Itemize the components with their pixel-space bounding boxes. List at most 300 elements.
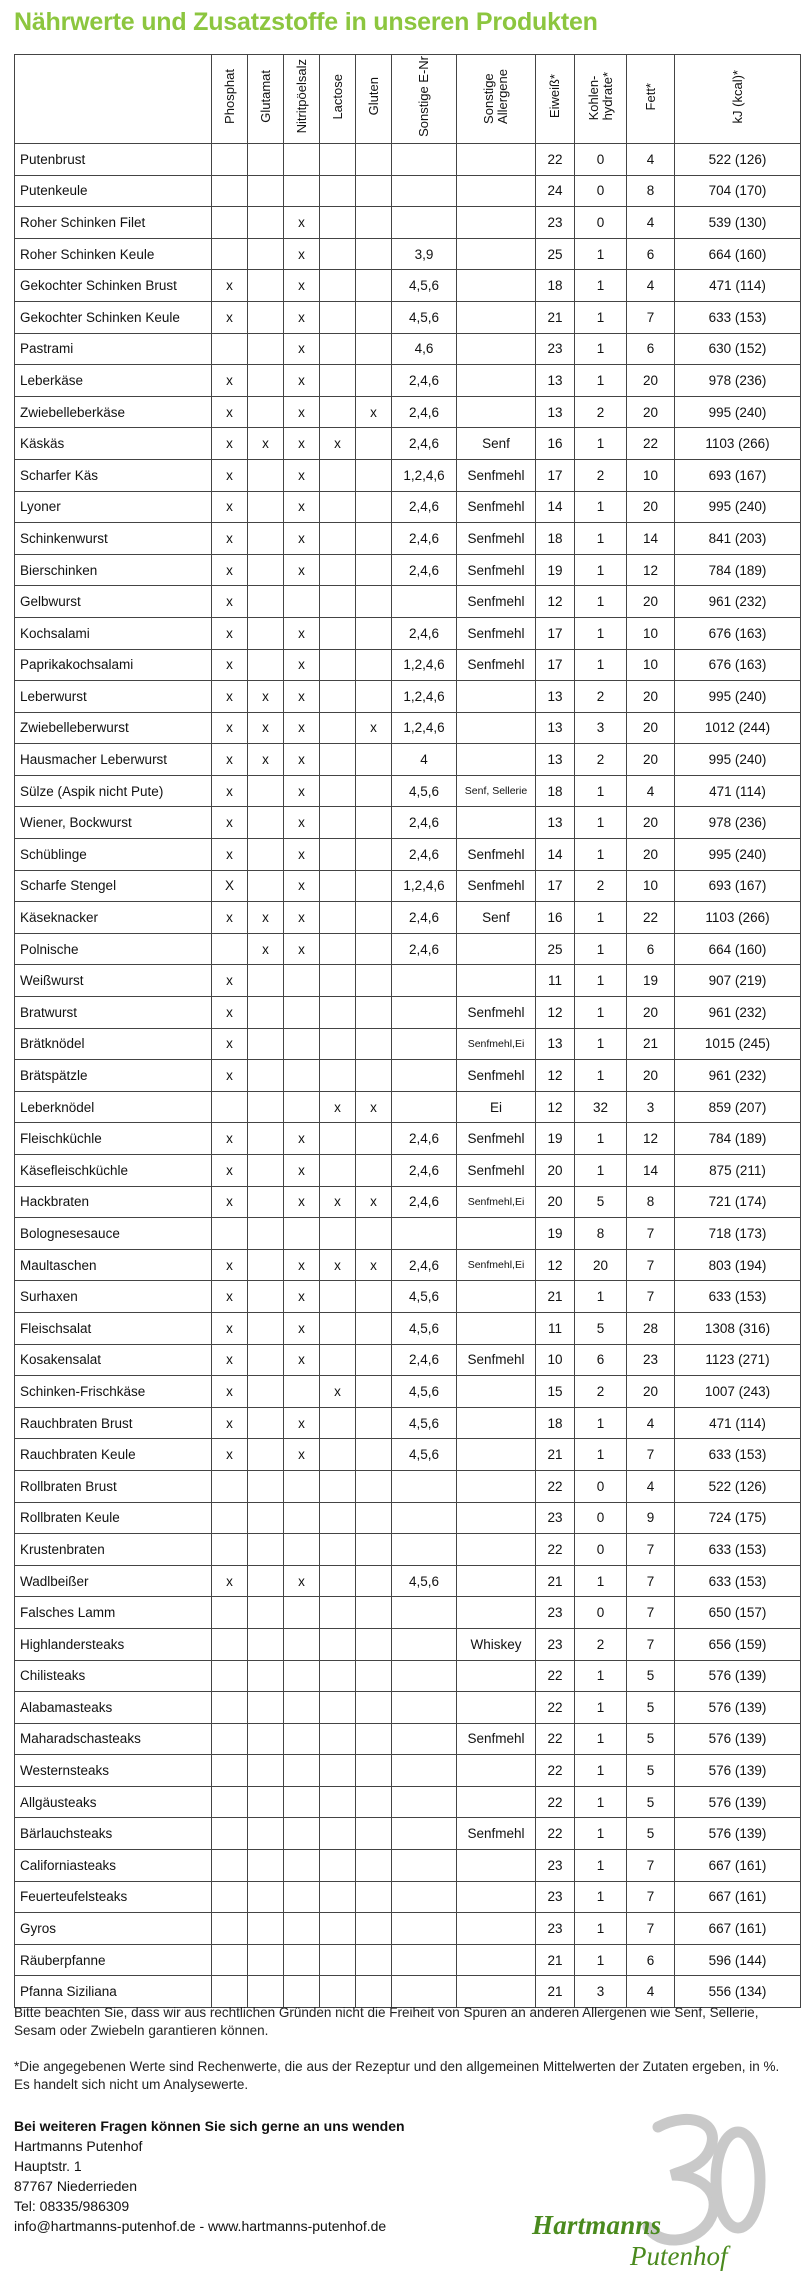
table-cell bbox=[284, 1628, 320, 1660]
table-cell: 4,5,6 bbox=[392, 1439, 457, 1471]
table-cell: x bbox=[212, 744, 248, 776]
table-row bbox=[15, 1850, 801, 1882]
table-cell bbox=[284, 1755, 320, 1787]
table-cell bbox=[356, 1692, 392, 1724]
table-row bbox=[15, 1155, 801, 1187]
table-row bbox=[15, 1755, 801, 1787]
table-cell bbox=[392, 1913, 457, 1945]
table-cell: 5 bbox=[627, 1723, 675, 1755]
table-cell bbox=[284, 1597, 320, 1629]
table-row bbox=[15, 1344, 801, 1376]
table-cell: Senfmehl bbox=[457, 839, 536, 871]
column-header-label: Lactose bbox=[329, 73, 345, 120]
product-name: Schinkenwurst bbox=[15, 523, 212, 555]
table-cell: 1 bbox=[575, 333, 627, 365]
table-cell: x bbox=[212, 681, 248, 713]
table-cell: 724 (175) bbox=[675, 1502, 801, 1534]
table-cell bbox=[284, 1786, 320, 1818]
table-cell: 12 bbox=[536, 1249, 575, 1281]
table-cell: 2,4,6 bbox=[392, 1344, 457, 1376]
table-cell: x bbox=[212, 1060, 248, 1092]
table-cell bbox=[320, 238, 356, 270]
table-cell: 22 bbox=[536, 1723, 575, 1755]
table-cell: 1 bbox=[575, 1723, 627, 1755]
table-cell bbox=[284, 1502, 320, 1534]
table-cell: 24 bbox=[536, 175, 575, 207]
table-cell bbox=[212, 1628, 248, 1660]
table-cell: 633 (153) bbox=[675, 1439, 801, 1471]
table-cell: 784 (189) bbox=[675, 554, 801, 586]
product-name: Wiener, Bockwurst bbox=[15, 807, 212, 839]
table-cell bbox=[457, 1281, 536, 1313]
table-cell bbox=[320, 459, 356, 491]
table-row bbox=[15, 1660, 801, 1692]
table-cell bbox=[320, 1597, 356, 1629]
table-cell: 539 (130) bbox=[675, 207, 801, 239]
table-cell: x bbox=[284, 554, 320, 586]
product-name: Bratwurst bbox=[15, 997, 212, 1029]
table-cell bbox=[320, 1502, 356, 1534]
table-cell: 7 bbox=[627, 1439, 675, 1471]
contact-web: info@hartmanns-putenhof.de - www.hartmanns-putenhof.de bbox=[14, 2218, 387, 2234]
table-cell: 13 bbox=[536, 681, 575, 713]
table-cell bbox=[320, 1944, 356, 1976]
table-cell: 11 bbox=[536, 1312, 575, 1344]
table-cell: 18 bbox=[536, 523, 575, 555]
table-cell bbox=[457, 1218, 536, 1250]
table-cell bbox=[212, 1091, 248, 1123]
product-name: Chilisteaks bbox=[15, 1660, 212, 1692]
table-cell: 19 bbox=[536, 1123, 575, 1155]
table-cell bbox=[284, 1218, 320, 1250]
table-cell: 633 (153) bbox=[675, 301, 801, 333]
table-cell: 471 (114) bbox=[675, 1407, 801, 1439]
table-cell bbox=[356, 1818, 392, 1850]
table-cell: x bbox=[284, 902, 320, 934]
table-cell: x bbox=[320, 1376, 356, 1408]
table-cell: x bbox=[212, 459, 248, 491]
column-header-label: Kohlen- hydrate* bbox=[585, 72, 615, 121]
table-cell bbox=[392, 1881, 457, 1913]
table-cell bbox=[356, 1028, 392, 1060]
table-cell bbox=[248, 1470, 284, 1502]
contact-block bbox=[14, 2116, 405, 2236]
table-cell bbox=[320, 301, 356, 333]
table-cell: 23 bbox=[536, 207, 575, 239]
table-cell: 21 bbox=[536, 1944, 575, 1976]
table-cell bbox=[457, 1881, 536, 1913]
table-row bbox=[15, 870, 801, 902]
table-cell bbox=[457, 744, 536, 776]
table-cell: Senfmehl bbox=[457, 1155, 536, 1187]
table-cell: 4,5,6 bbox=[392, 1407, 457, 1439]
table-cell: 1 bbox=[575, 1565, 627, 1597]
table-cell: 10 bbox=[627, 459, 675, 491]
table-cell bbox=[248, 1407, 284, 1439]
table-cell: 961 (232) bbox=[675, 997, 801, 1029]
table-cell bbox=[248, 1692, 284, 1724]
table-cell: 978 (236) bbox=[675, 807, 801, 839]
table-cell: 1123 (271) bbox=[675, 1344, 801, 1376]
table-cell: 2,4,6 bbox=[392, 1123, 457, 1155]
product-name: Rollbraten Brust bbox=[15, 1470, 212, 1502]
table-cell: 7 bbox=[627, 1628, 675, 1660]
table-cell: 22 bbox=[536, 1786, 575, 1818]
table-cell bbox=[356, 965, 392, 997]
table-cell bbox=[248, 1344, 284, 1376]
table-cell bbox=[212, 1755, 248, 1787]
table-row bbox=[15, 301, 801, 333]
table-cell: x bbox=[284, 712, 320, 744]
table-cell: 2,4,6 bbox=[392, 428, 457, 460]
table-cell bbox=[356, 301, 392, 333]
table-cell bbox=[320, 870, 356, 902]
table-cell: x bbox=[284, 523, 320, 555]
table-cell: Senfmehl bbox=[457, 649, 536, 681]
table-cell: 1103 (266) bbox=[675, 902, 801, 934]
table-cell bbox=[320, 207, 356, 239]
table-cell bbox=[320, 1407, 356, 1439]
table-cell bbox=[248, 617, 284, 649]
table-cell: 1 bbox=[575, 1944, 627, 1976]
table-cell: 1 bbox=[575, 1155, 627, 1187]
table-cell bbox=[284, 1470, 320, 1502]
table-cell: 22 bbox=[536, 1660, 575, 1692]
table-cell: 7 bbox=[627, 1850, 675, 1882]
table-cell: 6 bbox=[575, 1344, 627, 1376]
table-cell: 1 bbox=[575, 1913, 627, 1945]
table-cell: 4 bbox=[627, 207, 675, 239]
table-cell: 6 bbox=[627, 333, 675, 365]
table-cell: x bbox=[284, 1344, 320, 1376]
table-cell: 28 bbox=[627, 1312, 675, 1344]
table-cell bbox=[457, 207, 536, 239]
table-cell bbox=[457, 1850, 536, 1882]
table-cell: x bbox=[284, 744, 320, 776]
table-cell: 17 bbox=[536, 459, 575, 491]
header-product bbox=[15, 55, 212, 144]
table-cell: 2,4,6 bbox=[392, 1155, 457, 1187]
table-cell bbox=[212, 1534, 248, 1566]
table-cell: 10 bbox=[627, 617, 675, 649]
table-cell bbox=[457, 396, 536, 428]
table-cell: 7 bbox=[627, 1913, 675, 1945]
table-cell: x bbox=[248, 681, 284, 713]
table-cell bbox=[212, 1944, 248, 1976]
table-cell bbox=[356, 649, 392, 681]
table-cell bbox=[457, 365, 536, 397]
table-cell bbox=[212, 1723, 248, 1755]
product-name: Pfanna Siziliana bbox=[15, 1976, 212, 2008]
table-cell bbox=[457, 965, 536, 997]
table-cell bbox=[356, 1660, 392, 1692]
table-cell: 1 bbox=[575, 365, 627, 397]
product-name: Putenkeule bbox=[15, 175, 212, 207]
table-cell: 20 bbox=[627, 586, 675, 618]
table-cell: 2,4,6 bbox=[392, 807, 457, 839]
table-row bbox=[15, 1976, 801, 2008]
table-row bbox=[15, 649, 801, 681]
table-cell bbox=[356, 1755, 392, 1787]
table-cell: 19 bbox=[536, 1218, 575, 1250]
table-cell: 6 bbox=[627, 238, 675, 270]
table-cell: x bbox=[284, 617, 320, 649]
table-cell: 1 bbox=[575, 997, 627, 1029]
table-cell bbox=[457, 681, 536, 713]
product-name: Gelbwurst bbox=[15, 586, 212, 618]
table-cell bbox=[284, 175, 320, 207]
page-title: Nährwerte und Zusatzstoffe in unseren Produkten bbox=[14, 8, 598, 36]
table-cell: 1 bbox=[575, 1692, 627, 1724]
table-cell: 1007 (243) bbox=[675, 1376, 801, 1408]
product-name: Scharfe Stengel bbox=[15, 870, 212, 902]
table-cell bbox=[248, 870, 284, 902]
table-cell: 471 (114) bbox=[675, 270, 801, 302]
table-cell: x bbox=[248, 933, 284, 965]
table-cell bbox=[248, 1249, 284, 1281]
table-cell: 704 (170) bbox=[675, 175, 801, 207]
table-cell: x bbox=[284, 333, 320, 365]
table-cell bbox=[356, 997, 392, 1029]
table-cell: 21 bbox=[627, 1028, 675, 1060]
table-cell bbox=[248, 1976, 284, 2008]
table-cell: 1 bbox=[575, 1281, 627, 1313]
table-cell bbox=[248, 1850, 284, 1882]
table-cell bbox=[356, 1913, 392, 1945]
table-cell bbox=[320, 1439, 356, 1471]
table-cell bbox=[248, 807, 284, 839]
table-cell bbox=[457, 1502, 536, 1534]
table-cell: x bbox=[212, 1439, 248, 1471]
table-cell bbox=[392, 1786, 457, 1818]
table-cell: 21 bbox=[536, 1281, 575, 1313]
table-row bbox=[15, 1692, 801, 1724]
table-cell: 803 (194) bbox=[675, 1249, 801, 1281]
company-logo bbox=[520, 2105, 780, 2280]
product-name: Westernsteaks bbox=[15, 1755, 212, 1787]
table-cell bbox=[320, 807, 356, 839]
table-cell bbox=[356, 902, 392, 934]
table-cell: 20 bbox=[627, 744, 675, 776]
table-cell bbox=[248, 301, 284, 333]
table-cell: 1,2,4,6 bbox=[392, 712, 457, 744]
product-name: Leberknödel bbox=[15, 1091, 212, 1123]
table-cell bbox=[248, 775, 284, 807]
table-cell bbox=[248, 365, 284, 397]
table-cell: 12 bbox=[536, 1060, 575, 1092]
table-cell: Whiskey bbox=[457, 1628, 536, 1660]
table-row bbox=[15, 807, 801, 839]
table-cell bbox=[356, 839, 392, 871]
product-name: Käsefleischküchle bbox=[15, 1155, 212, 1187]
table-row bbox=[15, 175, 801, 207]
column-header bbox=[627, 55, 675, 144]
table-cell bbox=[392, 1534, 457, 1566]
table-cell bbox=[457, 175, 536, 207]
table-cell bbox=[392, 1692, 457, 1724]
table-cell: 3,9 bbox=[392, 238, 457, 270]
table-cell: 18 bbox=[536, 270, 575, 302]
table-cell bbox=[457, 238, 536, 270]
table-cell bbox=[284, 586, 320, 618]
table-cell: 718 (173) bbox=[675, 1218, 801, 1250]
table-cell bbox=[248, 1660, 284, 1692]
table-cell bbox=[320, 1976, 356, 2008]
table-cell: 2 bbox=[575, 681, 627, 713]
table-cell: 721 (174) bbox=[675, 1186, 801, 1218]
table-cell bbox=[356, 1344, 392, 1376]
table-cell: x bbox=[284, 301, 320, 333]
table-cell: x bbox=[284, 491, 320, 523]
table-cell bbox=[392, 1470, 457, 1502]
table-cell bbox=[248, 207, 284, 239]
table-cell bbox=[392, 1944, 457, 1976]
table-cell: 995 (240) bbox=[675, 491, 801, 523]
table-cell bbox=[320, 396, 356, 428]
table-cell bbox=[320, 1155, 356, 1187]
table-cell bbox=[356, 1155, 392, 1187]
table-cell bbox=[356, 333, 392, 365]
table-cell: 4,5,6 bbox=[392, 1376, 457, 1408]
table-cell: 23 bbox=[627, 1344, 675, 1376]
table-cell bbox=[212, 333, 248, 365]
table-cell bbox=[320, 333, 356, 365]
table-cell bbox=[248, 1534, 284, 1566]
table-cell bbox=[248, 1565, 284, 1597]
table-cell: 2 bbox=[575, 396, 627, 428]
table-cell: 664 (160) bbox=[675, 933, 801, 965]
table-cell: x bbox=[212, 997, 248, 1029]
product-name: Gekochter Schinken Brust bbox=[15, 270, 212, 302]
nutrition-table bbox=[14, 54, 801, 2008]
table-cell: 0 bbox=[575, 207, 627, 239]
table-cell: 1 bbox=[575, 491, 627, 523]
table-cell: 20 bbox=[536, 1186, 575, 1218]
table-cell: x bbox=[284, 775, 320, 807]
table-cell: x bbox=[248, 744, 284, 776]
table-cell: 3 bbox=[575, 1976, 627, 2008]
table-cell: 23 bbox=[536, 1628, 575, 1660]
table-cell: 676 (163) bbox=[675, 649, 801, 681]
table-cell: x bbox=[284, 396, 320, 428]
table-cell bbox=[320, 1755, 356, 1787]
product-name: Kosakensalat bbox=[15, 1344, 212, 1376]
table-row bbox=[15, 270, 801, 302]
table-cell: 22 bbox=[536, 1755, 575, 1787]
table-cell: x bbox=[356, 1091, 392, 1123]
table-cell: x bbox=[284, 1439, 320, 1471]
table-cell: 693 (167) bbox=[675, 870, 801, 902]
table-cell bbox=[284, 1723, 320, 1755]
table-cell bbox=[457, 712, 536, 744]
table-cell bbox=[320, 554, 356, 586]
product-name: Gyros bbox=[15, 1913, 212, 1945]
table-cell: x bbox=[284, 1123, 320, 1155]
table-cell: 25 bbox=[536, 933, 575, 965]
table-cell bbox=[248, 523, 284, 555]
table-cell: 2,4,6 bbox=[392, 839, 457, 871]
table-cell bbox=[212, 1850, 248, 1882]
table-cell: x bbox=[284, 238, 320, 270]
table-cell: 907 (219) bbox=[675, 965, 801, 997]
table-cell bbox=[356, 365, 392, 397]
table-row bbox=[15, 997, 801, 1029]
table-cell: x bbox=[212, 523, 248, 555]
table-cell bbox=[284, 1881, 320, 1913]
table-cell bbox=[392, 1976, 457, 2008]
table-cell: 13 bbox=[536, 1028, 575, 1060]
table-row bbox=[15, 1628, 801, 1660]
table-cell: 1 bbox=[575, 1060, 627, 1092]
table-cell: 22 bbox=[627, 902, 675, 934]
product-name: Maharadschasteaks bbox=[15, 1723, 212, 1755]
table-cell: 5 bbox=[627, 1660, 675, 1692]
table-cell bbox=[320, 523, 356, 555]
table-cell: Senfmehl bbox=[457, 1344, 536, 1376]
table-row bbox=[15, 1281, 801, 1313]
table-cell bbox=[356, 270, 392, 302]
table-cell: 841 (203) bbox=[675, 523, 801, 555]
table-cell: 20 bbox=[627, 681, 675, 713]
table-cell: x bbox=[284, 933, 320, 965]
table-cell: 12 bbox=[536, 1091, 575, 1123]
table-cell: 16 bbox=[536, 428, 575, 460]
table-cell: 17 bbox=[536, 870, 575, 902]
table-cell: 4 bbox=[627, 144, 675, 176]
table-cell bbox=[320, 649, 356, 681]
table-cell bbox=[356, 491, 392, 523]
column-header bbox=[284, 55, 320, 144]
table-cell bbox=[457, 1786, 536, 1818]
product-name: Roher Schinken Filet bbox=[15, 207, 212, 239]
table-row bbox=[15, 365, 801, 397]
table-row bbox=[15, 523, 801, 555]
table-cell bbox=[320, 997, 356, 1029]
product-name: Bolognesesauce bbox=[15, 1218, 212, 1250]
table-cell bbox=[320, 617, 356, 649]
table-cell bbox=[392, 997, 457, 1029]
table-cell: 995 (240) bbox=[675, 681, 801, 713]
table-cell: 667 (161) bbox=[675, 1850, 801, 1882]
table-cell: 1,2,4,6 bbox=[392, 459, 457, 491]
table-cell bbox=[457, 1913, 536, 1945]
product-name: Falsches Lamm bbox=[15, 1597, 212, 1629]
table-cell: 596 (144) bbox=[675, 1944, 801, 1976]
table-cell bbox=[248, 1091, 284, 1123]
table-cell: x bbox=[212, 1186, 248, 1218]
table-cell: 0 bbox=[575, 144, 627, 176]
table-cell bbox=[356, 1565, 392, 1597]
table-cell: 13 bbox=[536, 365, 575, 397]
table-cell: 2 bbox=[575, 1628, 627, 1660]
product-name: Sülze (Aspik nicht Pute) bbox=[15, 775, 212, 807]
table-cell bbox=[212, 238, 248, 270]
table-cell bbox=[356, 144, 392, 176]
table-cell bbox=[356, 428, 392, 460]
table-cell: 18 bbox=[536, 775, 575, 807]
table-cell: x bbox=[320, 1186, 356, 1218]
table-cell: 14 bbox=[536, 491, 575, 523]
table-cell: 1 bbox=[575, 270, 627, 302]
table-cell bbox=[320, 1028, 356, 1060]
table-cell bbox=[320, 839, 356, 871]
table-cell: 25 bbox=[536, 238, 575, 270]
table-cell bbox=[248, 554, 284, 586]
table-cell: 576 (139) bbox=[675, 1692, 801, 1724]
product-name: Leberwurst bbox=[15, 681, 212, 713]
table-cell bbox=[248, 1155, 284, 1187]
logo-subtitle: Putenhof bbox=[630, 2241, 728, 2271]
